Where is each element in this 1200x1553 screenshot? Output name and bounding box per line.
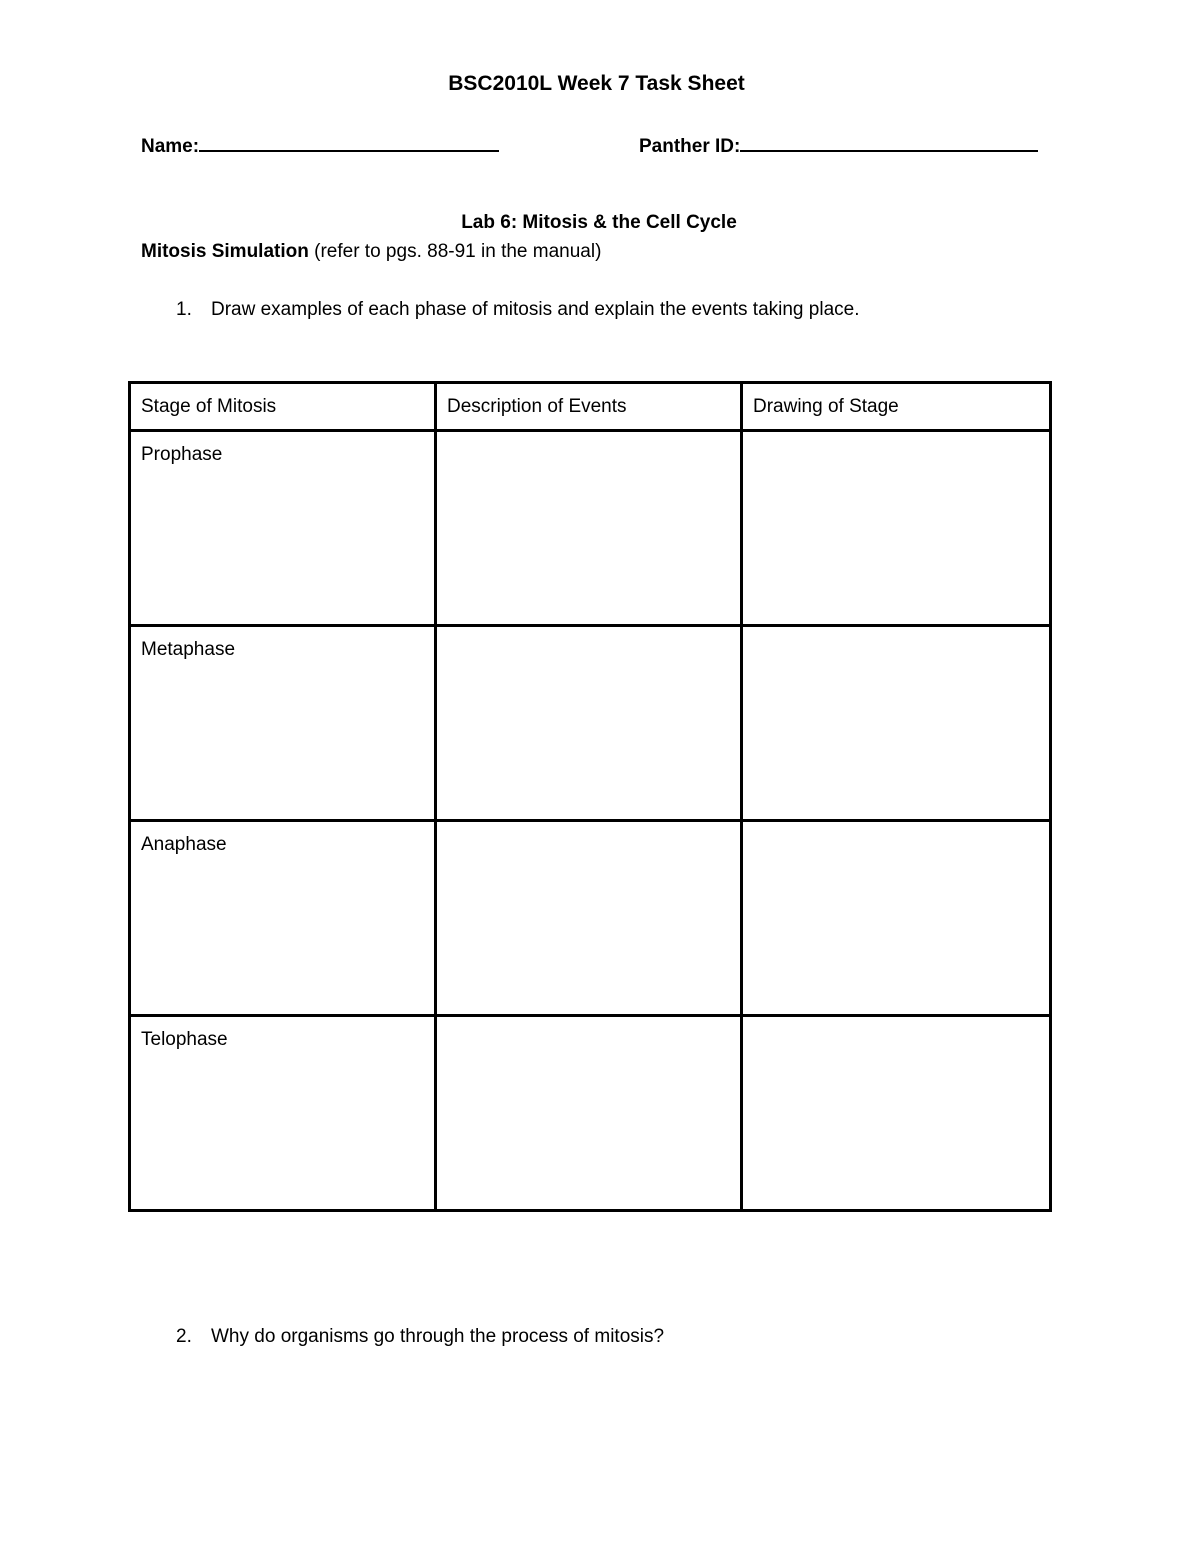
mitosis-stage-table [128,381,1052,1212]
section-heading-bold: Mitosis Simulation [141,241,309,262]
description-cell[interactable] [436,431,742,626]
drawing-cell[interactable] [742,821,1051,1016]
question-1-number: 1. [176,299,192,320]
section-heading-note: (refer to pgs. 88-91 in the manual) [308,241,602,262]
drawing-cell[interactable] [742,626,1051,821]
table-row [130,821,1051,1016]
stage-cell: Anaphase [130,821,436,1016]
panther-id-field[interactable] [639,131,1038,158]
description-cell[interactable] [436,1016,742,1211]
drawing-cell[interactable] [742,431,1051,626]
stage-cell: Telophase [130,1016,436,1211]
stage-cell: Prophase [130,431,436,626]
stage-cell: Metaphase [130,626,436,821]
name-blank-line[interactable] [199,131,499,152]
question-2-number: 2. [176,1326,192,1347]
description-cell[interactable] [436,821,742,1016]
header-description: Description of Events [436,383,742,431]
table-row [130,626,1051,821]
table-row [130,1016,1051,1211]
header-drawing: Drawing of Stage [742,383,1051,431]
name-field[interactable] [141,131,499,158]
question-1 [176,299,859,321]
name-label: Name: [141,136,200,157]
lab-title: Lab 6: Mitosis & the Cell Cycle [461,212,737,233]
table-row [130,431,1051,626]
header-stage: Stage of Mitosis [130,383,436,431]
question-2 [176,1326,664,1348]
table-header-row [130,383,1051,431]
question-1-text: Draw examples of each phase of mitosis and explain the events taking place. [211,299,860,320]
panther-id-label: Panther ID: [639,136,741,157]
question-2-text: Why do organisms go through the process of mitosis? [211,1326,665,1347]
drawing-cell[interactable] [742,1016,1051,1211]
section-heading [141,241,601,263]
panther-id-blank-line[interactable] [740,131,1038,152]
description-cell[interactable] [436,626,742,821]
document-title: BSC2010L Week 7 Task Sheet [448,72,745,95]
